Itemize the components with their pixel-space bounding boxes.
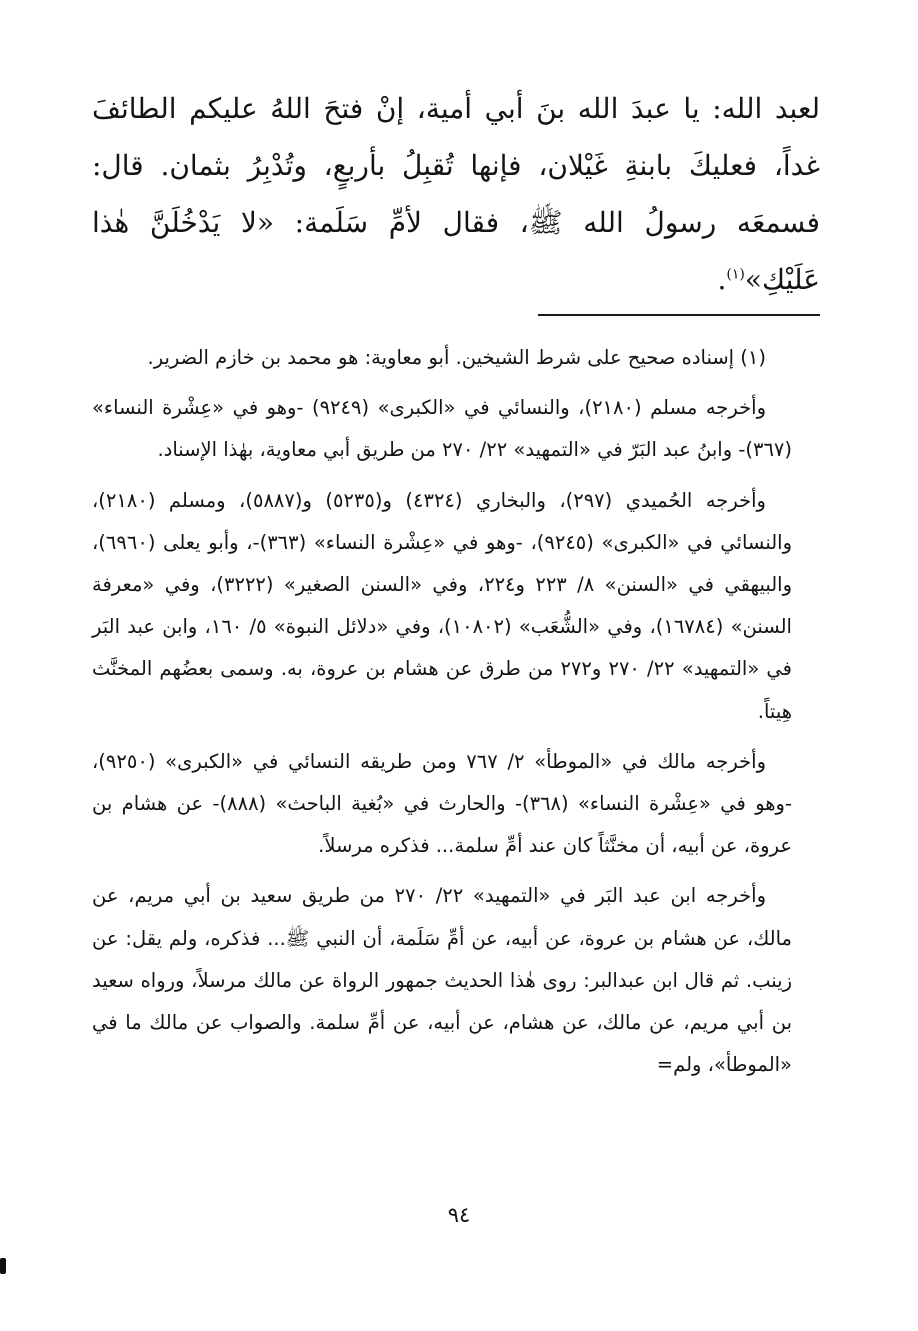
footnote-paragraph: وأخرجه مالك في «الموطأ» ٢/ ٧٦٧ ومن طريقه النسائي في «الكبرى» (٩٢٥٠)، -وهو في «عِشْرة النساء» (٣٦٨)- والحارث في «بُغية الباحث» (٨٨٨)- عن هشام بن عروة، عن أبيه، أن مخنَّثاً كان عند أمِّ سلمة... فذكره مرسلاً. <box>92 749 792 858</box>
footnote-paragraph: وأخرجه ابن عبد البَر في «التمهيد» ٢٢/ ٢٧٠ من طريق سعيد بن أبي مريم، عن مالك، عن هشام بن عروة، عن أبيه، عن أمِّ سَلَمة، أن النبي ﷺ... فذكره، ولم يقل: عن زينب. ثم قال ابن عبدالبر: روى هٰذا الحديث جمهور الرواة عن مالك مرسلاً، ورواه سعيد بن أبي مريم، عن مالك، عن هشام، عن أبيه، عن أمِّ سلمة. والصواب عن مالك ما في «الموطأ»، ولم= <box>92 884 792 1077</box>
footnote-reference: (١) <box>726 266 745 283</box>
scan-edge-mark <box>0 1258 6 1274</box>
main-text: لعبد الله: يا عبدَ الله بنَ أبي أمية، إنْ فتحَ اللهُ عليكم الطائفَ غداً، فعليكَ بابنةِ غَيْلان، فإنها تُقبِلُ بأربعٍ، وتُدْبِرُ بثمان. قال: فسمعَه رسولُ الله ﷺ، فقال لأمِّ سَلَمة: «لا يَدْخُلَنَّ هٰذا عَلَيْكِ» <box>92 92 820 296</box>
footnote-separator <box>538 314 820 316</box>
main-text-end: . <box>717 263 727 296</box>
footnote-paragraph: وأخرجه مسلم (٢١٨٠)، والنسائي في «الكبرى» (٩٢٤٩) -وهو في «عِشْرة النساء» (٣٦٧)- وابنُ عبد البَرّ في «التمهيد» ٢٢/ ٢٧٠ من طريق أبي معاوية، بهٰذا الإسناد. <box>92 396 792 462</box>
page-number: ٩٤ <box>447 1203 471 1227</box>
footnote-paragraph: وأخرجه الحُميدي (٢٩٧)، والبخاري (٤٣٢٤) و(٥٢٣٥) و(٥٨٨٧)، ومسلم (٢١٨٠)، والنسائي في «الكبرى» (٩٢٤٥)، -وهو في «عِشْرة النساء» (٣٦٣)-، وأبو يعلى (٦٩٦٠)، والبيهقي في «السنن» ٨/ ٢٢٣ و٢٢٤، وفي «السنن الصغير» (٣٢٢٢)، وفي «معرفة السنن» (١٦٧٨٤)، وفي «الشُّعَب» (١٠٨٠٢)، وفي «دلائل النبوة» ٥/ ١٦٠، وابن عبد البَر في «التمهيد» ٢٢/ ٢٧٠ و٢٧٢ من طرق عن هشام بن عروة، به. وسمى بعضُهم المخنَّث هِيتاً. <box>92 488 793 723</box>
footnotes-block <box>92 337 792 1094</box>
main-paragraph <box>92 80 820 308</box>
main-text-block <box>92 80 820 308</box>
footnote-paragraph: (١) إسناده صحيح على شرط الشيخين. أبو معاوية: هو محمد بن خازم الضرير. <box>147 346 766 369</box>
